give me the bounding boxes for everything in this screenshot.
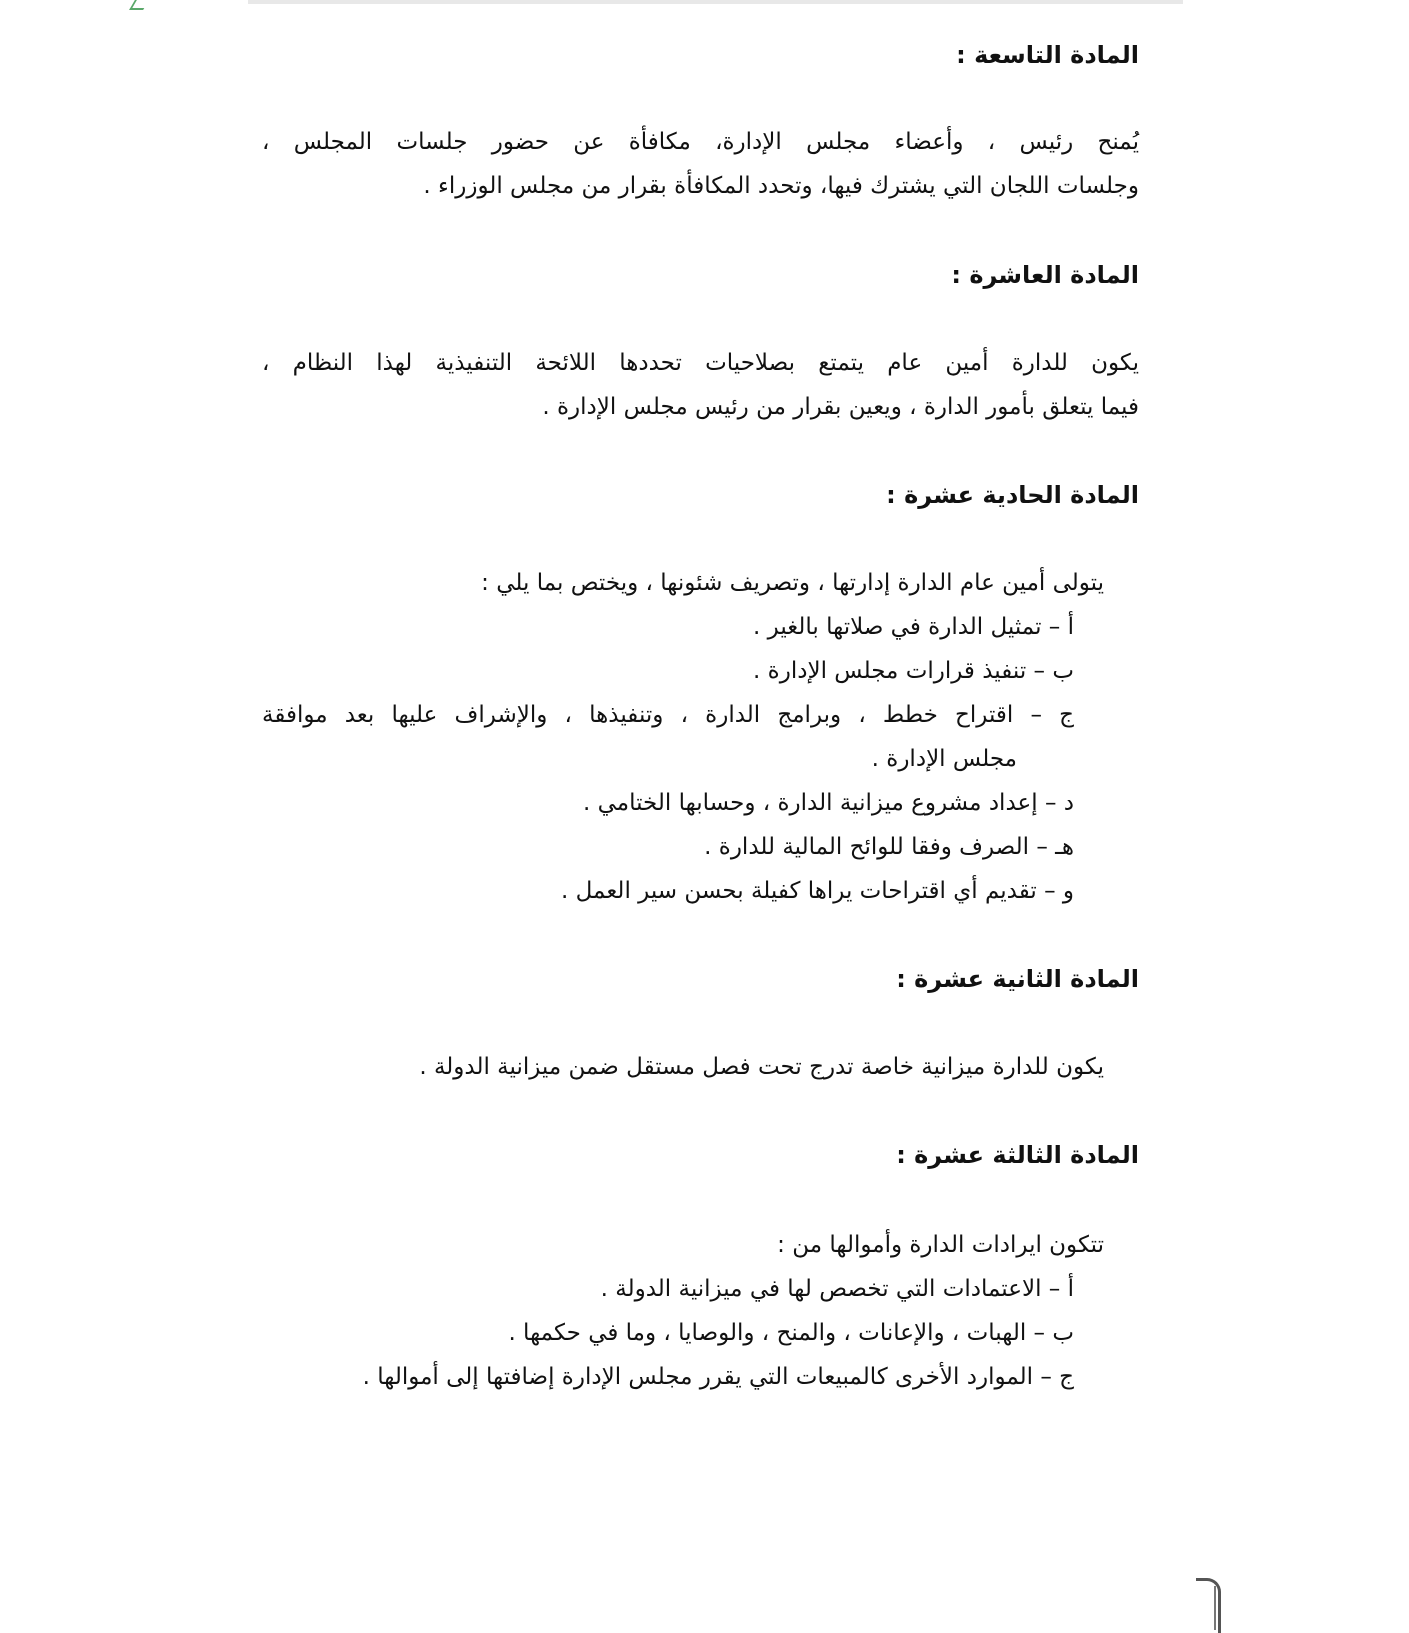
page-corner-bracket-inner [1200, 1586, 1216, 1630]
article-11-item-b: ب – تنفيذ قرارات مجلس الإدارة . [753, 658, 1074, 684]
article-13-item-a: أ – الاعتمادات التي تخصص لها في ميزانية الدولة . [600, 1276, 1074, 1302]
article-12-line-1: يكون للدارة ميزانية خاصة تدرج تحت فصل مستقل ضمن ميزانية الدولة . [419, 1054, 1104, 1080]
article-11-item-h: هـ – الصرف وفقا للوائح المالية للدارة . [704, 834, 1074, 860]
article-11-heading: المادة الحادية عشرة : [886, 481, 1139, 509]
article-10-heading: المادة العاشرة : [951, 261, 1139, 289]
article-11-item-w: و – تقديم أي اقتراحات يراها كفيلة بحسن سير العمل . [561, 878, 1074, 904]
article-13-heading: المادة الثالثة عشرة : [896, 1141, 1139, 1169]
article-11-item-c: ج – اقتراح خطط ، وبرامج الدارة ، وتنفيذها ، والإشراف عليها بعد موافقة [262, 702, 1074, 728]
article-11-intro: يتولى أمين عام الدارة إدارتها ، وتصريف شئونها ، ويختص بما يلي : [481, 570, 1104, 596]
article-12-heading: المادة الثانية عشرة : [896, 965, 1139, 993]
article-9-heading: المادة التاسعة : [956, 41, 1139, 69]
article-10-line-2: فيما يتعلق بأمور الدارة ، ويعين بقرار من رئيس مجلس الإدارة . [542, 394, 1139, 420]
article-9-line-1: يُمنح رئيس ، وأعضاء مجلس الإدارة، مكافأة عن حضور جلسات المجلس ، [262, 129, 1139, 155]
article-9-line-2: وجلسات اللجان التي يشترك فيها، وتحدد المكافأة بقرار من مجلس الوزراء . [423, 173, 1139, 199]
article-13-intro: تتكون ايرادات الدارة وأموالها من : [777, 1232, 1104, 1258]
article-10-line-1: يكون للدارة أمين عام يتمتع بصلاحيات تحددها اللائحة التنفيذية لهذا النظام ، [262, 350, 1139, 376]
article-13-item-c: ج – الموارد الأخرى كالمبيعات التي يقرر مجلس الإدارة إضافتها إلى أموالها . [362, 1364, 1074, 1390]
article-11-item-a: أ – تمثيل الدارة في صلاتها بالغير . [753, 614, 1074, 640]
article-11-item-c-cont: مجلس الإدارة . [871, 746, 1017, 772]
article-11-item-d: د – إعداد مشروع ميزانية الدارة ، وحسابها الختامي . [582, 790, 1074, 816]
corner-mark-icon [129, 0, 149, 10]
article-13-item-b: ب – الهبات ، والإعانات ، والمنح ، والوصايا ، وما في حكمها . [508, 1320, 1074, 1346]
scan-top-edge [248, 0, 1183, 4]
